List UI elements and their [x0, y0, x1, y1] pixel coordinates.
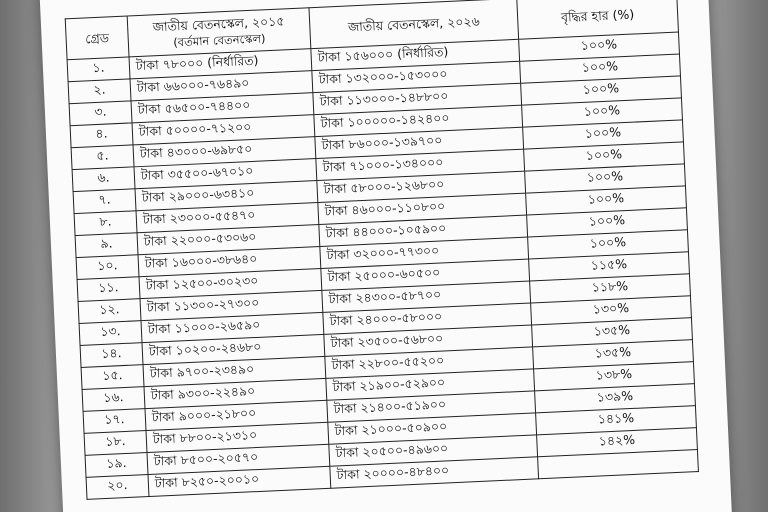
- cell-increase-rate: ১০০%: [523, 120, 684, 149]
- cell-scale-2015: টাকা ২৯০০০-৬৩৪১০: [135, 181, 318, 211]
- cell-increase-rate: ১১৫%: [529, 252, 690, 281]
- header-grade: গ্রেড: [65, 16, 129, 60]
- cell-scale-2015: টাকা ৯৭০০-২৩৪৯০: [143, 356, 326, 386]
- cell-scale-2026: টাকা ২১০০০-৫০৯০০: [328, 413, 537, 444]
- cell-scale-2026: টাকা ৪৪০০০-১০৫৯০০: [319, 215, 528, 246]
- cell-grade: ১৩.: [79, 321, 142, 346]
- cell-scale-2015: টাকা ৪৩০০০-৬৯৮৫০: [133, 137, 316, 167]
- cell-grade: ১.: [67, 57, 130, 82]
- cell-increase-rate: ১৩০%: [531, 296, 692, 325]
- cell-scale-2026: টাকা ২১৪০০-৫১৯০০: [327, 391, 536, 422]
- cell-scale-2026: টাকা ৫৮০০০-১২৬৮০০: [317, 171, 526, 202]
- cell-scale-2026: টাকা ২৩৫০০-৫৬৮০০: [324, 325, 533, 356]
- cell-scale-2015: টাকা ৫৬৫০০-৭৪৪০০: [131, 93, 314, 123]
- cell-grade: ১৬.: [82, 387, 145, 412]
- cell-grade: ৯.: [75, 233, 138, 258]
- cell-increase-rate: ১৪২%: [537, 428, 698, 457]
- cell-scale-2015: টাকা ১১০০০-২৬৫৯০: [141, 312, 324, 342]
- cell-scale-2015: টাকা ৬৬০০০-৭৬৪৯০: [130, 71, 313, 101]
- cell-increase-rate: ১০০%: [521, 76, 682, 105]
- cell-increase-rate: ১০০%: [526, 186, 687, 215]
- cell-scale-2026: টাকা ২২৮০০-৫৫২০০: [325, 347, 534, 378]
- cell-scale-2015: টাকা ২২০০০-৫৩০৬০: [137, 225, 320, 255]
- cell-scale-2026: টাকা ২৪৩০০-৫৮৭০০: [322, 281, 531, 312]
- cell-increase-rate: ১৩৯%: [535, 384, 696, 413]
- document-page: [39, 0, 734, 512]
- cell-increase-rate: ১৩৫%: [532, 318, 693, 347]
- cell-scale-2015: টাকা ৫০০০০-৭১২০০: [132, 115, 315, 145]
- header-scale-2026: জাতীয় বেতনস্কেল, ২০২৬: [309, 0, 519, 49]
- cell-grade: ১৭.: [83, 409, 146, 434]
- cell-scale-2015: টাকা ১৬০০০-৩৮৬৪০: [138, 246, 321, 276]
- cell-scale-2026: টাকা ৩২০০০-৭৭৩০০: [320, 237, 529, 268]
- cell-grade: ১০.: [76, 255, 139, 280]
- pay-scale-table: [65, 0, 699, 500]
- cell-scale-2026: টাকা ২০৫০০-৪৯৬০০: [329, 435, 538, 466]
- cell-grade: ৪.: [70, 123, 133, 148]
- cell-grade: ১২.: [78, 299, 141, 324]
- cell-increase-rate: ১০০%: [524, 142, 685, 171]
- cell-scale-2015: টাকা ১২৫০০-৩০২৩০: [139, 268, 322, 298]
- cell-increase-rate: ১০০%: [520, 54, 681, 83]
- cell-scale-2015: টাকা ১০২০০-২৪৬৮০: [142, 334, 325, 364]
- cell-increase-rate: ১০০%: [522, 98, 683, 127]
- cell-scale-2026: টাকা ৪৬০০০-১১০৮০০: [318, 193, 527, 224]
- cell-scale-2026: টাকা ১৫৬০০০ (নির্ধারিত): [311, 39, 520, 70]
- cell-increase-rate: ১৪১%: [536, 406, 697, 435]
- cell-scale-2015: টাকা ১১৩০০-২৭৩০০: [140, 290, 323, 320]
- cell-grade: ১৮.: [84, 431, 147, 456]
- cell-scale-2026: টাকা ২১৯০০-৫২৯০০: [326, 369, 535, 400]
- cell-scale-2015: টাকা ২৩০০০-৫৫৪৭০: [136, 203, 319, 233]
- cell-grade: ৬.: [72, 167, 135, 192]
- cell-scale-2026: টাকা ২৫০০০-৬০৫০০: [321, 259, 530, 290]
- cell-increase-rate: ১১৮%: [530, 274, 691, 303]
- header-increase-rate: বৃদ্ধির হার (%): [517, 0, 679, 39]
- cell-grade: ৭.: [73, 189, 136, 214]
- header-scale-2015-subtitle: (বর্তমান বেতনস্কেল): [172, 31, 266, 50]
- cell-scale-2026: টাকা ২০০০০-৪৮৪০০: [330, 457, 539, 488]
- cell-scale-2015: টাকা ৭৮০০০ (নির্ধারিত): [129, 49, 312, 79]
- cell-grade: ১১.: [77, 277, 140, 302]
- cell-grade: ৫.: [71, 145, 134, 170]
- cell-scale-2026: টাকা ৭১০০০-১৩৪০০০: [316, 149, 525, 180]
- cell-scale-2015: টাকা ৮৫০০-২০৫৭০: [147, 444, 330, 474]
- cell-increase-rate: ১৩৫%: [533, 340, 694, 369]
- cell-grade: ২০.: [86, 475, 149, 500]
- cell-scale-2015: টাকা ৩৫৫০০-৬৭০১০: [134, 159, 317, 189]
- cell-increase-rate: ১০০%: [525, 164, 686, 193]
- cell-scale-2015: টাকা ৮৮০০-২১৩১০: [146, 422, 329, 452]
- cell-grade: ২.: [68, 79, 131, 104]
- cell-grade: ১৫.: [81, 365, 144, 390]
- header-scale-2015-title: জাতীয় বেতনস্কেল, ২০১৫: [152, 13, 285, 35]
- cell-grade: ১৪.: [80, 343, 143, 368]
- cell-scale-2015: টাকা ৯০০০-২১৮০০: [145, 400, 328, 430]
- cell-grade: ৮.: [74, 211, 137, 236]
- cell-grade: ৩.: [69, 101, 132, 126]
- cell-scale-2015: টাকা ৮২৫০-২০০১০: [148, 466, 331, 496]
- cell-scale-2015: টাকা ৯৩০০-২২৪৯০: [144, 378, 327, 408]
- cell-increase-rate: ১০০%: [528, 230, 689, 259]
- cell-scale-2026: টাকা ১০০০০০-১৪২৪০০: [314, 105, 523, 136]
- cell-grade: ১৯.: [85, 453, 148, 478]
- cell-increase-rate: ১৩৮%: [534, 362, 695, 391]
- cell-scale-2026: টাকা ১১৩০০০-১৪৮৮০০: [313, 83, 522, 114]
- cell-increase-rate: ১০০%: [519, 32, 680, 61]
- cell-increase-rate: ১০০%: [527, 208, 688, 237]
- table-body: [67, 32, 698, 499]
- cell-scale-2026: টাকা ১৩২০০০-১৫৩০০০: [312, 61, 521, 92]
- cell-scale-2026: টাকা ২৪০০০-৫৮০০০: [323, 303, 532, 334]
- cell-scale-2026: টাকা ৮৬০০০-১৩৯৭০০: [315, 127, 524, 158]
